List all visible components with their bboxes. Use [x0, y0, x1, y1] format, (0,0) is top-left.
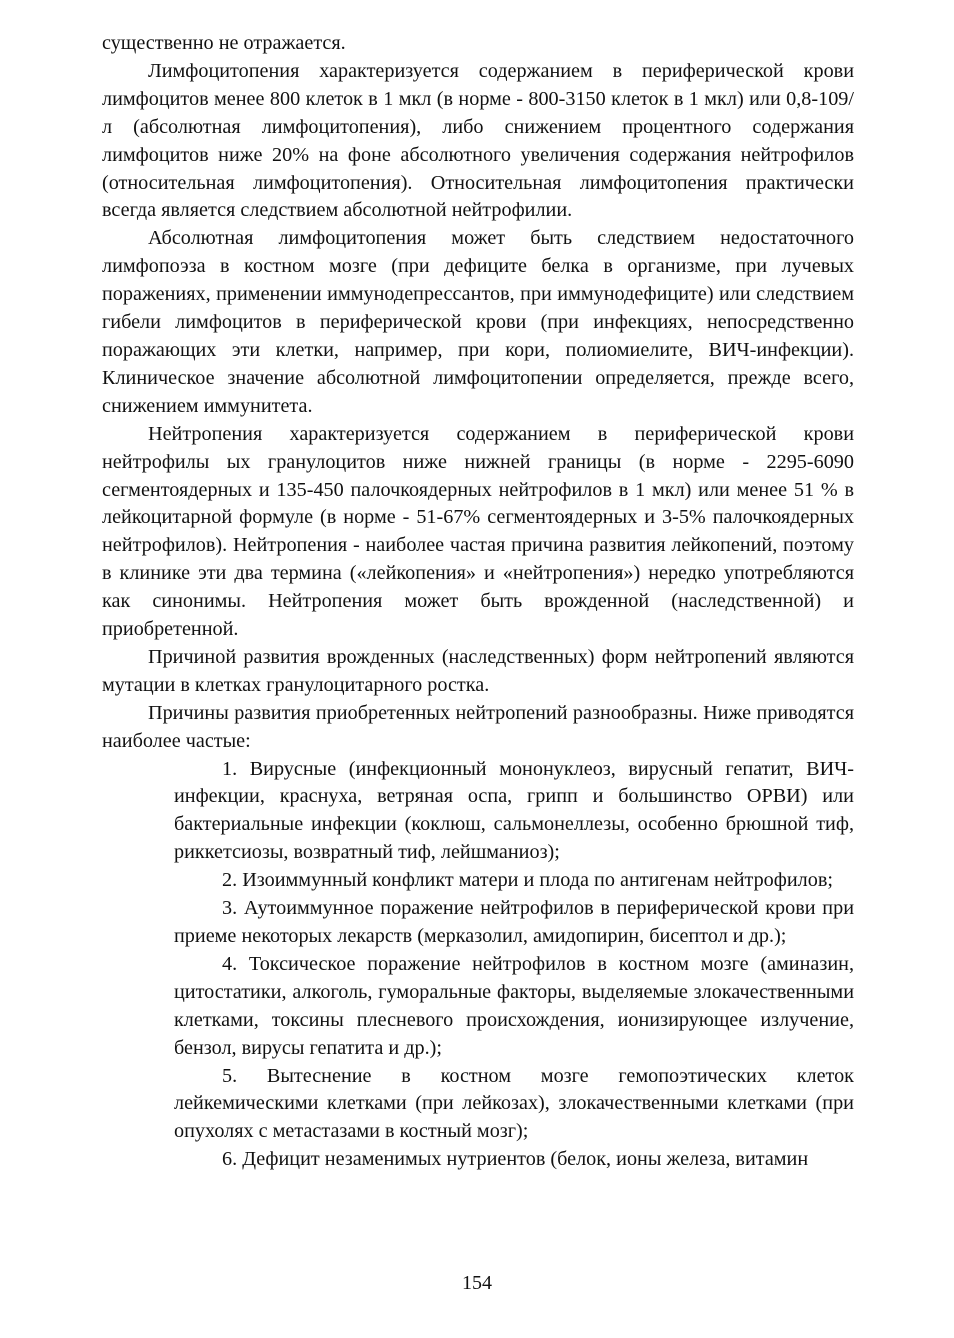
list-item: 2. Изоиммунный конфликт матери и плода по антигенам нейтрофилов;	[222, 869, 833, 892]
list-item: 1. Вирусные (инфекционный мононуклеоз, вирусный гепатит, ВИЧ-инфекции, краснуха, ветряная оспа, грипп и большинство ОРВИ) или бактериальные инфекции (коклюш, сальмонеллезы, особенно брюшной тиф, риккетсиозы, возвратный тиф, лейшманиоз);	[174, 757, 854, 864]
page-number: 154	[462, 1272, 492, 1294]
paragraph-absolute-lymphocytopenia: Абсолютная лимфоцитопения может быть следствием недостаточного лимфопоэза в костном мозге (при дефиците белка в организме, при лучевых поражениях, применении иммунодепрессантов, при иммунодефиците) или следствием гибели лимфоцитов в периферической крови (при инфекциях, непосредственно поражающих эти клетки, например, при кори, полиомиелите, ВИЧ-инфекции). Клиническое значение абсолютной лимфоцитопении определяется, прежде всего, снижением иммунитета.	[102, 227, 854, 417]
paragraph-acquired-neutropenia-intro: Причины развития приобретенных нейтропений разнообразны. Ниже приводятся наиболее частые:	[102, 701, 854, 752]
list-item: 4. Токсическое поражение нейтрофилов в костном мозге (аминазин, цитостатики, алкоголь, гуморальные факторы, выделяемые злокачественными клетками, токсины плесневого происхождения, ионизирующее излучение, бензол, вирусы гепатита и др.);	[174, 952, 854, 1059]
paragraph-congenital-neutropenia: Причиной развития врожденных (наследственных) форм нейтропений являются мутации в клетках гранулоцитарного ростка.	[102, 645, 854, 696]
list-item: 6. Дефицит незаменимых нутриентов (белок, ионы железа, витамин	[222, 1148, 809, 1171]
paragraph-lymphocytopenia-definition: Лимфоцитопения характеризуется содержанием в периферической крови лимфоцитов менее 800 клеток в 1 мкл (в норме - 800-3150 клеток в 1 мкл) или 0,8-109/л (абсолютная лимфоцитопения), либо снижением процентного содержания лимфоцитов ниже 20% на фоне абсолютного увеличения содержания нейтрофилов (относительная лимфоцитопения). Относительная лимфоцитопения практически всегда является следствием абсолютной нейтрофилии.	[102, 59, 854, 222]
page-body	[102, 30, 854, 1174]
list-item: 3. Аутоиммунное поражение нейтрофилов в периферической крови при приеме некоторых лекарств (мерказолил, амидопирин, бисептол и др.);	[174, 897, 854, 947]
causes-list	[102, 756, 854, 1175]
paragraph-continuation: существенно не отражается.	[102, 32, 346, 54]
paragraph-neutropenia-definition: Нейтропения характеризуется содержанием в периферической крови нейтрофилы ых гранулоцитов ниже нижней границы (в норме - 2295-6090 сегментоядерных и 135-450 палочкоядерных нейтрофилов в 1 мкл) или менее 51 % в лейкоцитарной формуле (в норме - 51-67% сегментоядерных и 3-5% палочкоядерных нейтрофилов). Нейтропения - наиболее частая причина развития лейкопений, поэтому в клинике эти два термина («лейкопения» и «нейтропения») нередко употребляются как синонимы. Нейтропения может быть врожденной (наследственной) и приобретенной.	[102, 422, 854, 641]
list-item: 5. Вытеснение в костном мозге гемопоэтических клеток лейкемическими клетками (при лейкозах), злокачественными клетками (при опухолях с метастазами в костный мозг);	[174, 1064, 854, 1143]
